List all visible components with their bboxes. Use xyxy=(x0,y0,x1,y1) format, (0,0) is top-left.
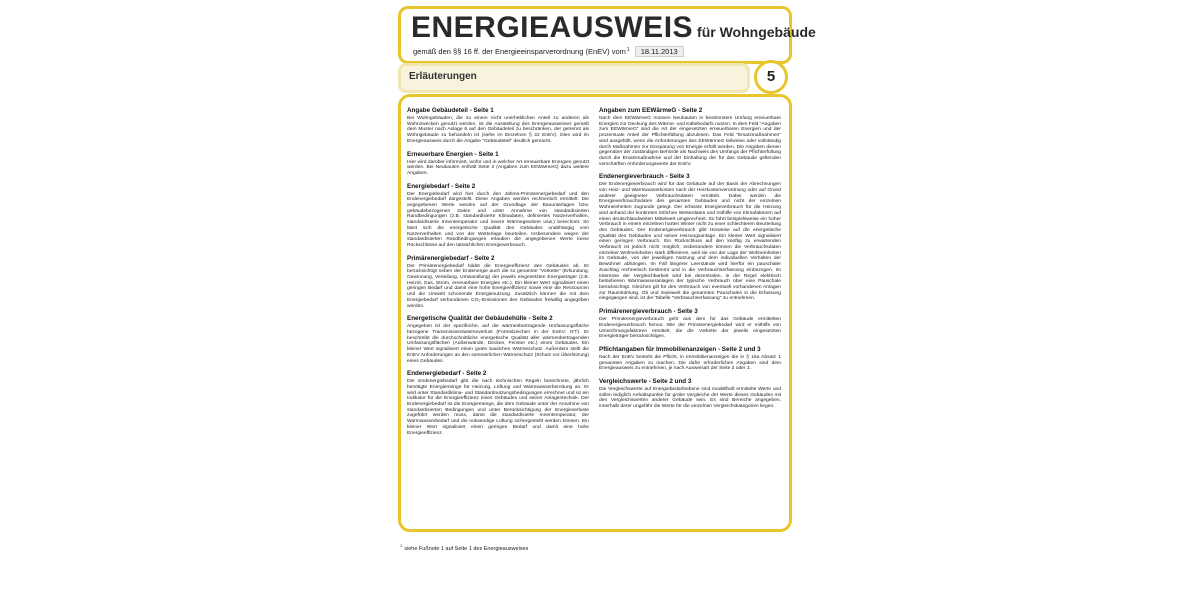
section-paragraph: Bei Wohngebäuden, die zu einem nicht unerheblichen Anteil zu anderen als Wohnzwecken genutzt werden, ist die Ausstellung des Energieausweises gemäß dem Muster nach Anlage 6 auf den Gebäudeteil zu beschränken, der getrennt als Wohngebäude zu behandeln ist (siehe im Einzelnen § 22 EnEV). Dies wird im Energieausweis durch die Angabe "Gebäudeteil" deutlich gemacht. xyxy=(407,116,589,144)
section-heading: Primärenergieverbrauch - Seite 3 xyxy=(599,308,698,316)
issue-date: 18.11.2013 xyxy=(635,46,684,57)
subtitle-text: gemäß den §§ 16 ff. der Energieeinsparverordnung (EnEV) vom xyxy=(413,47,626,56)
section-paragraph: Der Endenergieverbrauch wird für das Gebäude auf der Basis der Abrechnungen von Heiz- und Warmwasserkosten nach der Heizkostenverordnung oder auf Grund anderer geeigneter Verbrauchsdaten ermittelt. Dabei werden die Energieverbrauchsdaten des gesamten Gebäudes und nicht der einzelnen Wohneinheiten zugrunde gelegt. Der erfasste Energieverbrauch für die Heizung wird anhand der konkreten örtlichen Wetterdaten und mithilfe von Klimafaktoren auf einen deutschlandweiten Mittelwert umgerechnet. So führt beispielsweise ein hoher Verbrauch in einem einzelnen harten Winter nicht zu einer schlechteren Beurteilung des Gebäudes. Der Endenergieverbrauch gibt Hinweise auf die energetische Qualität des Gebäudes und seiner Heizungsanlage. Ein kleiner Wert signalisiert einen geringen Verbrauch. Ein Rückschluss auf den künftig zu erwartenden Verbrauch ist jedoch nicht möglich; insbesondere können die Verbrauchsdaten einzelner Wohneinheiten stark differieren, weil sie von der Lage der Wohneinheiten im Gebäude, von der jeweiligen Nutzung und dem individuellen Verhalten der Bewohner abhängen. Im Fall längerer Leerstände wird hierfür ein pauschaler Zuschlag rechnerisch bestimmt und in die Verbrauchserfassung einbezogen. Im Interesse der Vergleichbarkeit wird bei dezentralen, in der Regel elektrisch betriebenen Warmwasseranlagen der typische Verbrauch über eine Pauschale berücksichtigt. Gleiches gilt für den Verbrauch von eventuell vorhandenen Anlagen zur Raumkühlung. Ob und inwieweit die genannten Pauschalen in die Erfassung eingegangen sind, ist der Tabelle "Verbrauchserfassung" zu entnehmen. xyxy=(599,182,781,302)
section-heading: Energetische Qualität der Gebäudehülle - Seite 2 xyxy=(407,315,553,323)
page-number-badge: 5 xyxy=(754,60,788,94)
section-heading: Primärenergiebedarf - Seite 2 xyxy=(407,254,495,262)
section-title: Erläuterungen xyxy=(409,71,477,82)
section-heading: Energiebedarf - Seite 2 xyxy=(407,182,476,190)
section-paragraph: Der Primärenergiebedarf bildet die Energieeffizienz des Gebäudes ab. Er berücksichtigt neben der Endenergie auch die so genannte "Vorkette" (Erkundung, Gewinnung, Verteilung, Umwandlung) der jeweils eingesetzten Energieträger (z.B. Heizöl, Gas, Strom, erneuerbare Energien etc.). Ein kleiner Wert signalisiert einen geringen Bedarf und damit eine hohe Energieeffizienz sowie eine die Ressourcen und die Umwelt schonende Energienutzung. Zusätzlich können die mit dem Energiebedarf verbundenen CO₂-Emissionen des Gebäudes freiwillig angegeben werden. xyxy=(407,263,589,309)
section-paragraph: Die Vergleichswerte auf Energiebedarfsebene sind modellhaft ermittelte Werte und sollen lediglich Anhaltspunkte für grobe Vergleiche der Werte dieses Gebäudes mit den Vergleichswerten anderer Gebäude sein. Es sind Bereiche angegeben, innerhalb derer ungefähr die Werte für die einzelnen Vergleichskategorien liegen. xyxy=(599,387,781,410)
section-heading: Vergleichswerte - Seite 2 und 3 xyxy=(599,378,692,386)
right-column xyxy=(599,103,781,523)
section-paragraph: Hier wird darüber informiert, wofür und in welcher Art erneuerbare Energien genutzt werden. Bei Neubauten enthält Seite 2 (Angaben zum EEWärmeG) dazu weitere Angaben. xyxy=(407,159,589,176)
section-paragraph: Der Endenergiebedarf gibt die nach technischen Regeln berechnete, jährlich benötigte Energiemenge für Heizung, Lüftung und Warmwasserbereitung an. Er wird unter Standardklima- und Standardnutzungsbedingungen errechnet und ist ein Indikator für die Energieeffizienz eines Gebäudes und seiner Anlagentechnik. Der Endenergiebedarf ist die Energiemenge, die dem Gebäude unter der Annahme von standardisierten Bedingungen und unter Berücksichtigung der Energieverluste zugeführt werden muss, damit die standardisierte Innentemperatur, der Warmwasserbedarf und die notwendige Lüftung sichergestellt werden können. Ein kleiner Wert signalisiert einen geringen Bedarf und damit eine hohe Energieeffizienz. xyxy=(407,379,589,436)
subtitle-footnote-mark: 1 xyxy=(626,46,630,53)
section-paragraph: Angegeben ist der spezifische, auf die wärmeübertragende Umfassungsfläche bezogene Transmissionswärmeverlust (Formelzeichen in der EnEV: H′T). Er beschreibt die durchschnittliche energetische Qualität aller wärmeübertragenden Umfassungsflächen (Außenwände, Decken, Fenster etc.) eines Gebäudes. Ein kleiner Wert signalisiert einen guten baulichen Wärmeschutz. Außerdem stellt die EnEV Anforderungen an den sommerlichen Wärmeschutz (Schutz vor Überhitzung) eines Gebäudes. xyxy=(407,324,589,364)
section-paragraph: Nach dem EEWärmeG müssen Neubauten in bestimmtem Umfang erneuerbare Energien zur Deckung des Wärme- und Kältebedarfs nutzen. In dem Feld "Angaben zum EEWärmeG" sind die Art der eingesetzten erneuerbaren Energien und der prozentuale Anteil der Pflichterfüllung abzulesen. Das Feld "Ersatzmaßnahmen" wird ausgefüllt, wenn die Anforderungen des EEWärmeG teilweise oder vollständig durch Maßnahmen zur Einsparung von Energie erfüllt werden. Die Angaben dienen gegenüber der zuständigen Behörde als Nachweis des Umfangs der Pflichterfüllung durch die Ersatzmaßnahme und der Einhaltung der für das Gebäude geltenden verschärften Anforderungswerte der EnEV. xyxy=(599,116,781,167)
document-title xyxy=(411,11,816,45)
title-main: ENERGIEAUSWEIS xyxy=(411,11,694,44)
title-suffix: für Wohngebäude xyxy=(697,24,816,40)
document-subtitle xyxy=(413,46,684,57)
footnote-text: siehe Fußnote 1 auf Seite 1 des Energieausweises xyxy=(404,545,529,552)
section-heading: Pflichtangaben für Immobilienanzeigen - Seite 2 und 3 xyxy=(599,345,761,353)
section-heading: Angabe Gebäudeteil - Seite 1 xyxy=(407,107,494,114)
section-paragraph: Der Energiebedarf wird hier durch den Jahres-Primärenergiebedarf und den Endenergiebedarf dargestellt. Diese Angaben werden rechnerisch ermittelt. Die angegebenen Werte werden auf der Grundlage der Bauunterlagen bzw. gebäudebezogenen Daten und unter Annahme von standardisierten Randbedingungen (z.B. standardisierte Klimadaten, definiertes Nutzerverhalten, standardisierte Innentemperatur und innere Wärmegewinne usw.) berechnet. So lässt sich die energetische Qualität des Gebäudes unabhängig vom Nutzerverhalten und von der Wetterlage beurteilen. Insbesondere wegen der standardisierten Randbedingungen erlauben die angegebenen Werte keine Rückschlüsse auf den tatsächlichen Energieverbrauch. xyxy=(407,191,589,248)
section-heading: Endenergieverbrauch - Seite 3 xyxy=(599,173,690,181)
section-heading: Erneuerbare Energien - Seite 1 xyxy=(407,150,499,158)
section-heading: Angaben zum EEWärmeG - Seite 2 xyxy=(599,107,703,114)
document-page xyxy=(388,0,816,600)
section-paragraph: Nach der EnEV besteht die Pflicht, in Immobilienanzeigen die in § 16a Absatz 1 genannten Angaben zu machen. Die dafür erforderlichen Angaben sind dem Energieausweis zu entnehmen, je nach Ausweisart der Seite 2 oder 3. xyxy=(599,354,781,372)
section-bar xyxy=(398,63,750,93)
footnote xyxy=(400,543,528,552)
header-box xyxy=(398,6,816,64)
left-column xyxy=(407,103,589,523)
section-paragraph: Der Primärenergieverbrauch geht aus dem für das Gebäude ermittelten Endenergieverbrauch hervor. Wie der Primärenergiebedarf wird er mithilfe von Umrechnungsfaktoren ermittelt, die die Vorkette der jeweils eingesetzten Energieträger berücksichtigen. xyxy=(599,317,781,340)
content-box xyxy=(398,94,792,532)
section-heading: Endenergiebedarf - Seite 2 xyxy=(407,370,487,378)
footnote-mark: 1 xyxy=(400,543,403,548)
